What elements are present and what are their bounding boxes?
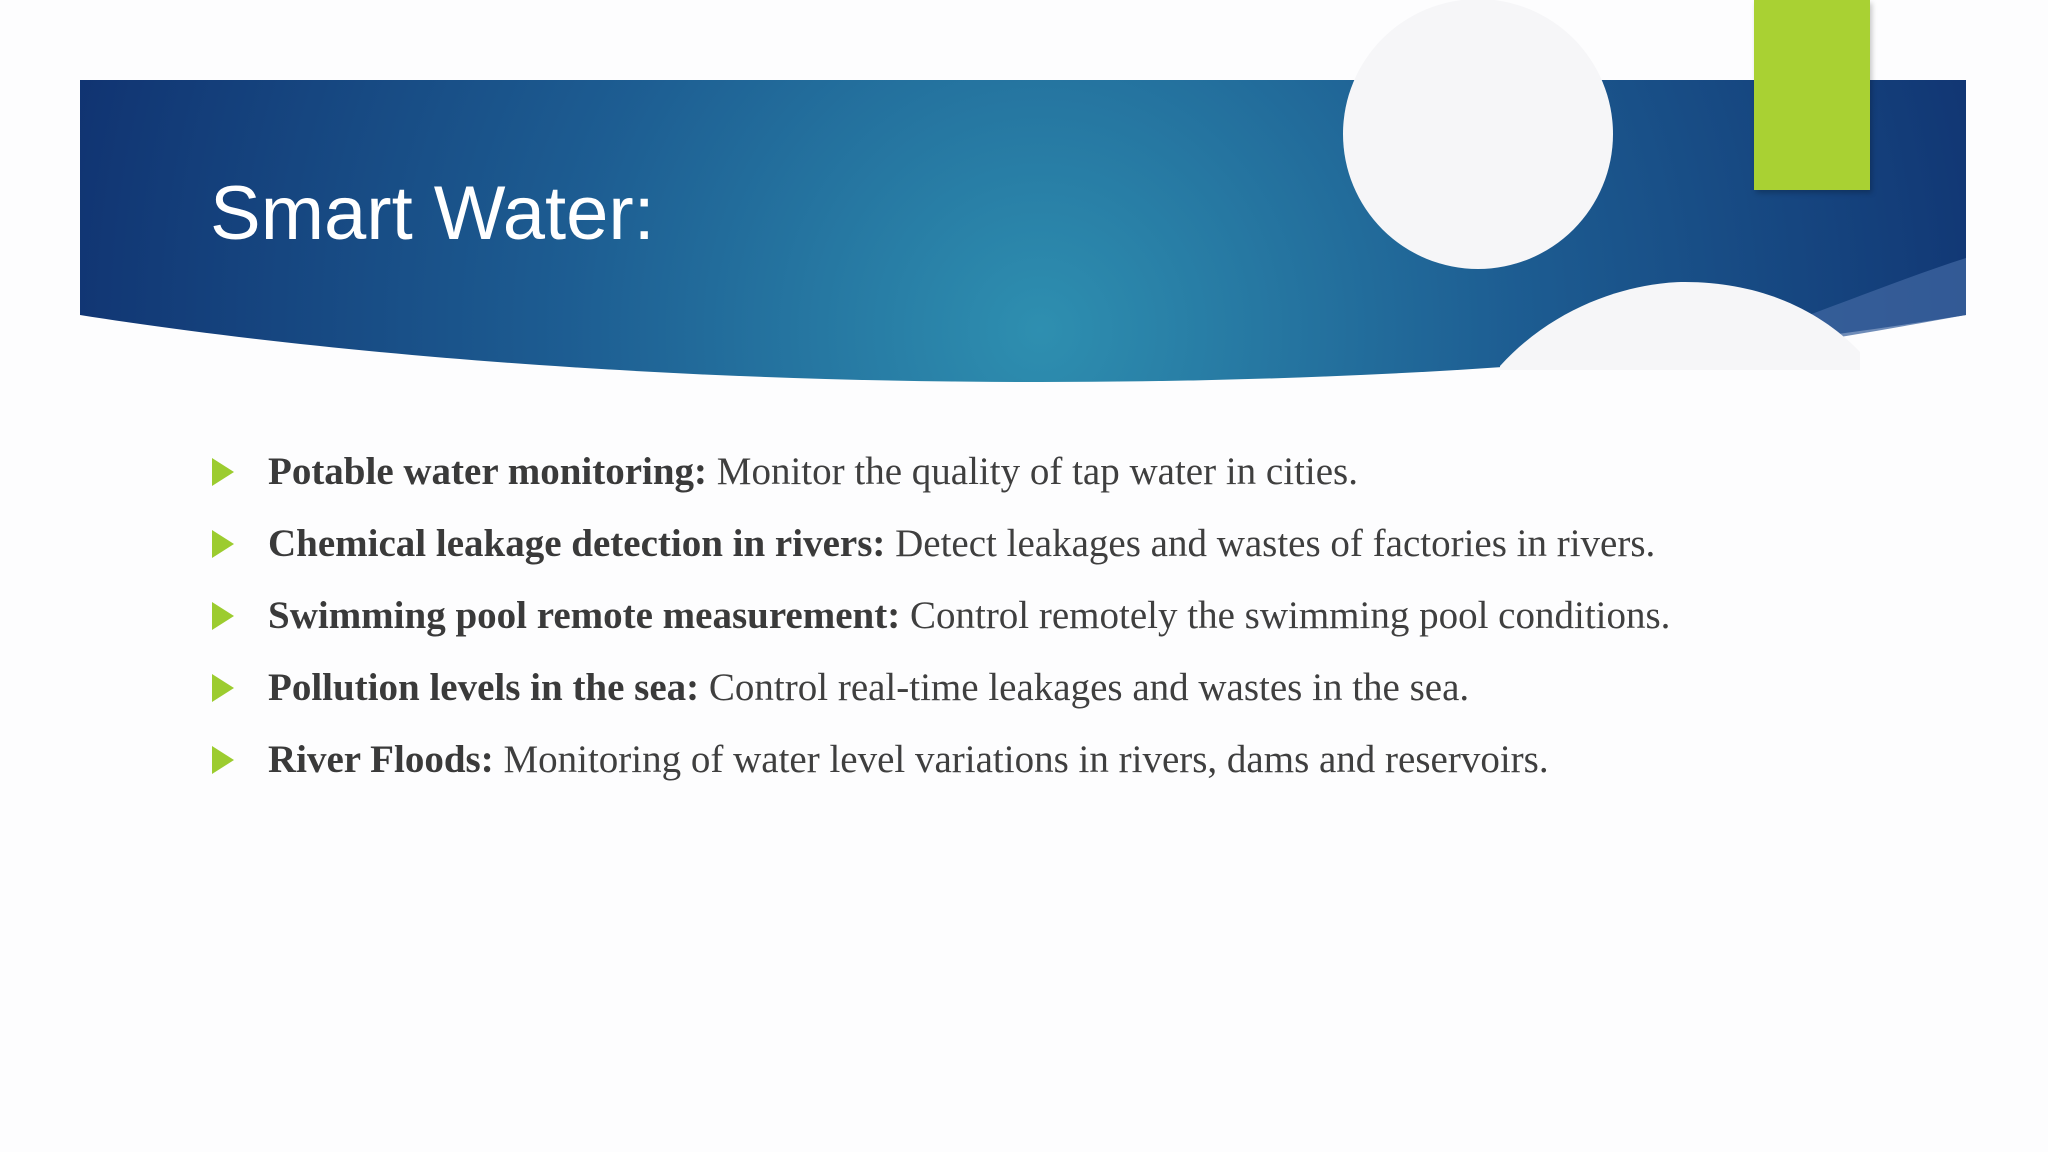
bullet-term: Potable water monitoring: bbox=[268, 450, 708, 493]
triangle-bullet-icon bbox=[212, 602, 234, 630]
decorative-circle-top bbox=[1343, 0, 1613, 269]
triangle-bullet-icon bbox=[212, 674, 234, 702]
slide-title: Smart Water: bbox=[210, 171, 655, 256]
bullet-term: Pollution levels in the sea: bbox=[268, 666, 700, 709]
triangle-bullet-icon bbox=[212, 458, 234, 486]
bullet-text: Monitor the quality of tap water in cities. bbox=[707, 450, 1358, 493]
bullet-text: Control remotely the swimming pool conditions. bbox=[900, 594, 1671, 637]
accent-tab bbox=[1754, 0, 1870, 190]
triangle-bullet-icon bbox=[212, 530, 234, 558]
bullet-text: Control real-time leakages and wastes in the sea. bbox=[699, 666, 1470, 709]
bullet-list bbox=[210, 446, 1790, 806]
list-item bbox=[210, 590, 1790, 642]
list-item bbox=[210, 734, 1790, 786]
list-item bbox=[210, 518, 1790, 570]
bullet-term: Swimming pool remote measurement: bbox=[268, 594, 901, 637]
list-item bbox=[210, 446, 1790, 498]
bullet-term: Chemical leakage detection in rivers: bbox=[268, 522, 886, 565]
triangle-bullet-icon bbox=[212, 746, 234, 774]
bullet-term: River Floods: bbox=[268, 738, 494, 781]
bullet-text: Monitoring of water level variations in rivers, dams and reservoirs. bbox=[493, 738, 1549, 781]
list-item bbox=[210, 662, 1790, 714]
bullet-text: Detect leakages and wastes of factories in rivers. bbox=[885, 522, 1656, 565]
